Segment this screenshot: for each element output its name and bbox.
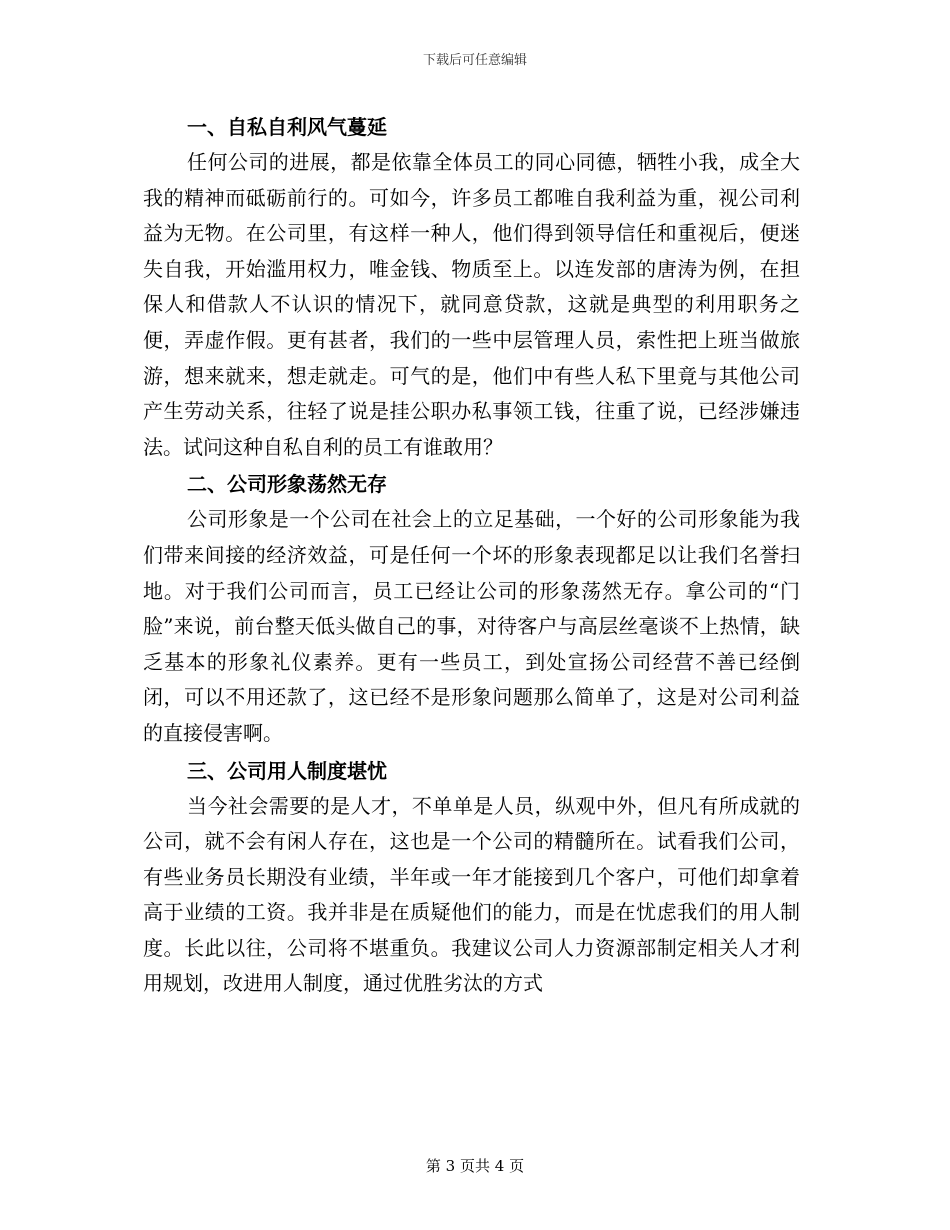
section-heading: 一、自私自利风气蔓延 [187, 115, 387, 139]
section-paragraph: 任何公司的进展，都是依靠全体员工的同心同德，牺牲小我，成全大我的精神而砥砺前行的。可如今，许多员工都唯自我利益为重，视公司利益为无物。在公司里，有这样一种人，他们得到领导信任和重视后，便迷失自我，开始滥用权力，唯金钱、物质至上。以连发部的唐涛为例，在担保人和借款人不认识的情况下，就同意贷款，这就是典型的利用职务之便，弄虚作假。更有甚者，我们的一些中层管理人员，索性把上班当做旅游，想来就来，想走就走。可气的是，他们中有些人私下里竟与其他公司产生劳动关系，往轻了说是挂公职办私事领工钱，往重了说，已经涉嫌违法。试问这种自私自利的员工有谁敢用？ [143, 150, 800, 459]
section-3 [143, 754, 800, 1003]
section-paragraph: 公司形象是一个公司在社会上的立足基础，一个好的公司形象能为我们带来间接的经济效益，可是任何一个坏的形象表现都足以让我们名誉扫地。对于我们公司而言，员工已经让公司的形象荡然无存。拿公司的“门脸”来说，前台整天低头做自己的事，对待客户与高层丝毫谈不上热情，缺乏基本的形象礼仪素养。更有一些员工，到处宣扬公司经营不善已经倒闭，可以不用还款了，这已经不是形象问题那么简单了，这是对公司利益的直接侵害啊。 [143, 507, 800, 745]
section-heading: 三、公司用人制度堪忧 [187, 758, 387, 783]
section-1 [143, 110, 800, 465]
section-2 [143, 467, 800, 751]
document-body [143, 110, 800, 1004]
section-paragraph: 当今社会需要的是人才，不单单是人员，纵观中外，但凡有所成就的公司，就不会有闲人存在，这也是一个公司的精髓所在。试看我们公司，有些业务员长期没有业绩，半年或一年才能接到几个客户，可他们却拿着高于业绩的工资。我并非是在质疑他们的能力，而是在忧虑我们的用人制度。长此以往，公司将不堪重负。我建议公司人力资源部制定相关人才利用规划，改进用人制度，通过优胜劣汰的方式 [143, 793, 800, 996]
page-number: 第 3 页共 4 页 [425, 1157, 525, 1175]
section-heading: 二、公司形象荡然无存 [187, 472, 387, 497]
page-header: 下载后可任意编辑 [422, 53, 527, 68]
